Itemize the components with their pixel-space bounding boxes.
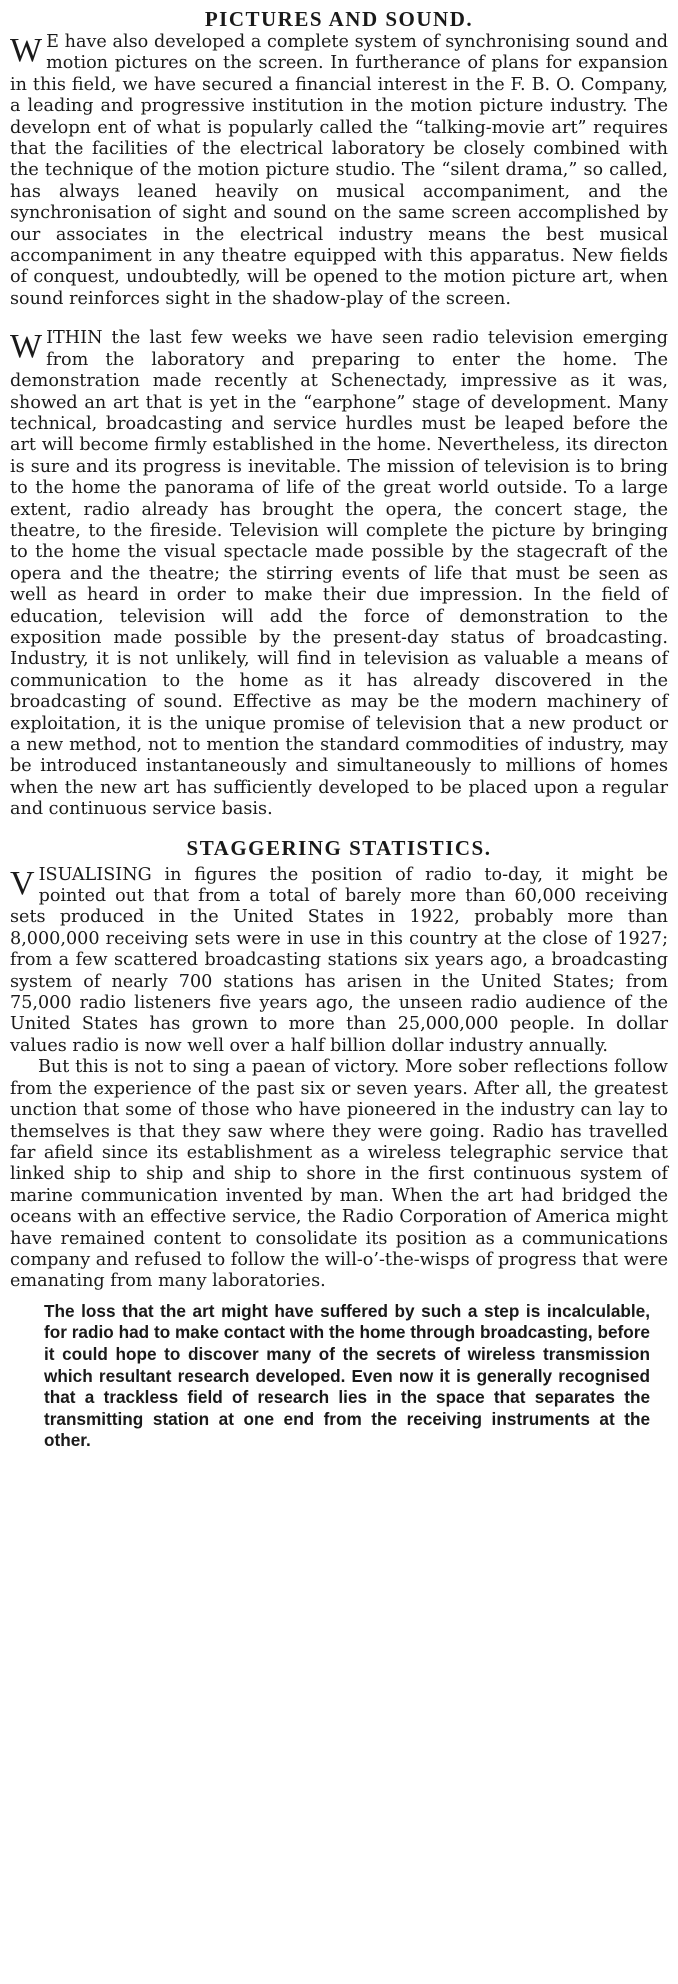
drop-cap: W (10, 328, 43, 366)
heading-staggering-statistics: STAGGERING STATISTICS. (186, 835, 492, 860)
paragraph-pictures-and-sound (10, 32, 668, 310)
paragraph-text: ITHIN the last few weeks we have seen radio television emerging from the laboratory and preparing to enter the home. The demonstration made recently at Schenectady, impressive as it was, showed an art that is yet in the “earphone” stage of development. Many technical, broadcasting and service hurdles must be leaped before the art will become firmly established in the home. Nevertheless, its directon is sure and its progress is inevitable. The mission of television is to bring to the home the panorama of life of the great world outside. To a large extent, radio already has brought the opera, the concert stage, the theatre, to the fireside. Television will complete the picture by bringing to the home the visual spectacle made possible by the stagecraft of the opera and the theatre; the stirring events of life that must be seen as well as heard in order to make their due impression. In the field of education, television will add the force of demonstration to the exposition made possible by the present-day status of broadcasting. Industry, it is not unlikely, will find in television as valuable a means of communication to the home as it has already discovered in the broadcasting of sound. Effective as may be the modern machinery of exploitation, it is the unique promise of television that a new product or a new method, not to mention the standard commodities of industry, may be introduced instantaneously and simultaneously to millions of homes when the new art has sufficiently developed to be placed upon a regular and continuous service basis. (10, 328, 668, 820)
paragraph-paean: But this is not to sing a paean of victory. More sober reflections follow from the experience of the past six or seven years. After all, the greatest unction that some of those who have pioneered in the industry can lay to themselves is that they saw where they were going. Radio has travelled far afield since its establishment as a wireless telegraphic service that linked ship to ship and ship to shore in the first continuous system of marine communication invented by man. When the art had bridged the oceans with an effective service, the Radio Corporation of America might have remained content to consolidate its position as a communications company and refused to follow the will-o’-the-wisps of progress that were emanating from many laboratories. (10, 1057, 668, 1292)
drop-cap: W (10, 32, 43, 69)
drop-cap: V (10, 864, 35, 902)
paragraph-text: E have also developed a complete system of synchronising sound and motion pictures on the screen. In furtherance of plans for expansion in this field, we have secured a financial interest in the F. B. O. Company, a leading and progressive institution in the motion picture industry. The developn ent of what is popularly called the “talking-movie art” requires that the facilities of the electrical laboratory be closely combined with the technique of the motion picture studio. The “silent drama,” so called, has always leaned heavily on musical accompaniment, and the synchronisation of sight and sound on the same screen accomplished by our associates in the electrical industry means the best musical accompaniment in any theatre equipped with this apparatus. New fields of conquest, undoubtedly, will be opened to the motion picture art, when sound reinforces sight in the shadow-play of the screen. (10, 32, 668, 309)
heading-pictures-and-sound: PICTURES AND SOUND. (204, 7, 474, 31)
paragraph-television (10, 328, 668, 820)
paragraph-statistics (10, 865, 668, 1058)
paragraph-text: ISUALISING in figures the position of radio to-day, it might be pointed out that from a total of barely more than 60,000 receiving sets produced in the United States in 1922, probably more than 8,000,000 receiving sets were in use in this country at the close of 1927; from a few scattered broadcasting stations six years ago, a broadcasting system of nearly 700 stations has arisen in the United States; from 75,000 radio listeners five years ago, the unseen radio audience of the United States has grown to more than 25,000,000 people. In dollar values radio is now well over a half billion dollar industry annually. (10, 864, 668, 1056)
bold-pull-paragraph: The loss that the art might have suffered by such a step is incalculable, for radio had to make contact with the home through broadcasting, before it could hope to discover many of the secrets of wireless transmission which resultant research developed. Even now it is generally recognised that a trackless field of research lies in the space that separates the transmitting station at one end from the receiving instruments at the other. (44, 1300, 650, 1451)
